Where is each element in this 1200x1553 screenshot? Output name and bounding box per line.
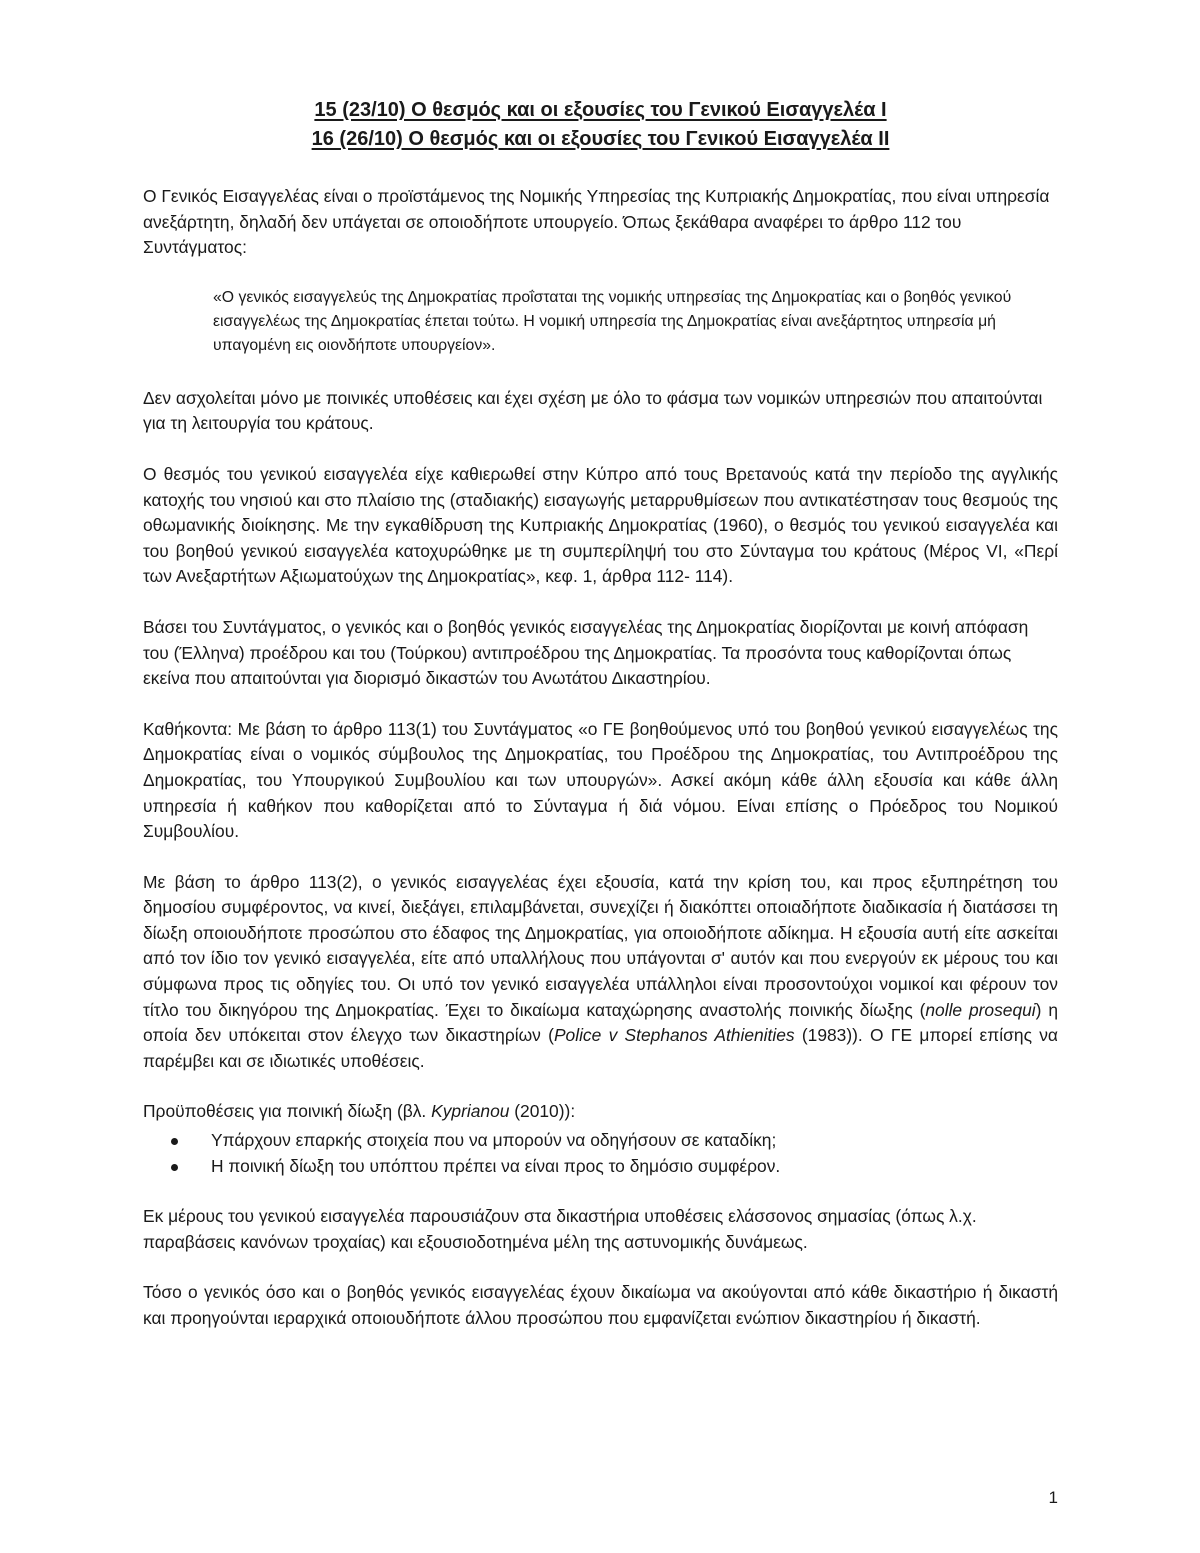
audience-paragraph: Τόσο ο γενικός όσο και ο βοηθός γενικός εισαγγελέας έχουν δικαίωμα να ακούγονται από κάθε δικαστήριο ή δικαστή και προηγούνται ιεραρχικά οποιουδήποτε άλλου προσώπου που εμφανίζεται ενώπιον δικαστηρίου ή δικαστή. bbox=[143, 1282, 1058, 1328]
history-paragraph: Ο θεσμός του γενικού εισαγγελέα είχε καθιερωθεί στην Κύπρο από τους Βρετανούς κατά την περίοδο της αγγλικής κατοχής του νησιού και στο πλαίσιο της (σταδιακής) εισαγωγής μεταρρυθμίσεων που αντικατέστησαν τους θεσμούς της οθωμανικής διοίκησης. Με την εγκαθίδρυση της Κυπριακής Δημοκρατίας (1960), ο θεσμός του γενικού εισαγγελέα και του βοηθού γενικού εισαγγελέα κατοχυρώθηκε με τη συμπερίληψή του στο Σύνταγμα του κράτους (Μέρος VI, «Περί των Ανεξαρτήτων Αξιωματούχων της Δημοκρατίας», κεφ. 1, άρθρα 112- 114). bbox=[143, 463, 1058, 587]
lecture-title-15: 15 (23/10) Ο θεσμός και οι εξουσίες του Γενικού Εισαγγελέα Ι bbox=[314, 99, 887, 121]
powers-paragraph bbox=[143, 870, 1058, 1075]
nolle-prosequi-term: nolle prosequi bbox=[925, 999, 1036, 1020]
list-item bbox=[143, 1154, 1058, 1180]
list-item bbox=[143, 1128, 1058, 1154]
intro-paragraph: Ο Γενικός Εισαγγελέας είναι ο προϊστάμενος της Νομικής Υπηρεσίας της Κυπριακής Δημοκρατίας, που είναι υπηρεσία ανεξάρτητη, δηλαδή δεν υπάγεται σε οποιοδήποτε υπουργείο. Όπως ξεκάθαρα αναφέρει το άρθρο 112 του Συντάγματος: bbox=[143, 186, 1050, 258]
bullet-icon bbox=[171, 1138, 178, 1145]
prerequisites-list bbox=[143, 1128, 1058, 1179]
powers-text-3: (1983)). Ο ΓΕ μπορεί επίσης να παρέμβει και σε ιδιωτικές υποθέσεις. bbox=[143, 1025, 1058, 1071]
bullet-icon bbox=[171, 1164, 178, 1171]
minor-cases-paragraph: Εκ μέρους του γενικού εισαγγελέα παρουσιάζουν στα δικαστήρια υποθέσεις ελάσσονος σημασίας (όπως λ.χ. παραβάσεις κανόνων τροχαίας) και εξουσιοδοτημένα μέλη της αστυνομικής δυνάμεως. bbox=[143, 1206, 977, 1252]
constitution-quote: «Ο γενικός εισαγγελεύς της Δημοκρατίας προΐσταται της νομικής υπηρεσίας της Δημοκρατίας και ο βοηθός γενικού εισαγγελέως της Δημοκρατίας έπεται τούτω. Η νομική υπηρεσία της Δημοκρατίας είναι ανεξάρτητος υπηρεσία μή υπαγομένη εις οιονδήποτε υπουργείον». bbox=[213, 288, 1012, 354]
case-citation: Police v Stephanos Athienities bbox=[553, 1025, 795, 1046]
powers-text-2: ) η οποία δεν υπόκειται στον έλεγχο των δικαστηρίων ( bbox=[143, 999, 1058, 1046]
prerequisites-lead bbox=[143, 1099, 1058, 1125]
prereq-text: Προϋποθέσεις για ποινική δίωξη (βλ. bbox=[143, 1101, 432, 1122]
duties-paragraph: Καθήκοντα: Με βάση το άρθρο 113(1) του Συντάγματος «ο ΓΕ βοηθούμενος υπό του βοηθού γενικού εισαγγελέως της Δημοκρατίας είναι ο νομικός σύμβουλος της Δημοκρατίας, του Προέδρου της Δημοκρατίας, του Αντιπροέδρου της Δημοκρατίας, του Υπουργικού Συμβουλίου και των υπουργών». Ασκεί ακόμη κάθε άλλη εξουσία και κάθε άλλη υπηρεσία ή καθήκον που καθορίζεται από το Σύνταγμα ή διά νόμου. Είναι επίσης ο Πρόεδρος του Νομικού Συμβουλίου. bbox=[143, 718, 1058, 842]
scope-paragraph: Δεν ασχολείται μόνο με ποινικές υποθέσεις και έχει σχέση με όλο το φάσμα των νομικών υπηρεσιών που απαιτούνται για τη λειτουργία του κράτους. bbox=[143, 387, 1043, 434]
kyprianou-citation: Kyprianou bbox=[431, 1101, 510, 1122]
powers-text-1: Με βάση το άρθρο 113(2), ο γενικός εισαγγελέας έχει εξουσία, κατά την κρίση του, και προς εξυπηρέτηση του δημοσίου συμφέροντος, να κινεί, διεξάγει, επιλαμβάνεται, συνεχίζει ή διακόπτει οποιαδήποτε διαδικασία ή διατάσσει τη δίωξη οποιουδήποτε προσώπου στο έδαφος της Δημοκρατίας, για οποιοδήποτε αδίκημα. Η εξουσία αυτή είτε ασκείται από τον ίδιο τον γενικό εισαγγελέα, είτε από υπαλλήλους που υπάγονται σ' αυτόν και που ενεργούν εκ μέρους του και σύμφωνα προς τις οδηγίες του. Οι υπό τον γενικό εισαγγελέα υπάλληλοι είναι προσοντούχοι νομικοί και φέρουν τον τίτλο του δικηγόρου της Δημοκρατίας. Έχει το δικαίωμα καταχώρησης αναστολής ποινικής δίωξης ( bbox=[143, 871, 1058, 1020]
appointment-paragraph: Βάσει του Συντάγματος, ο γενικός και ο βοηθός γενικός εισαγγελέας της Δημοκρατίας διορίζονται με κοινή απόφαση του (Έλληνα) προέδρου και του (Τούρκου) αντιπροέδρου της Δημοκρατίας. Τα προσόντα τους καθορίζονται όπως εκείνα που απαιτούνται για διορισμό δικαστών του Ανωτάτου Δικαστηρίου. bbox=[143, 616, 1029, 689]
page-number: 1 bbox=[1048, 1488, 1058, 1507]
title-block bbox=[143, 96, 1058, 154]
list-item-text: Υπάρχουν επαρκής στοιχεία που να μπορούν να οδηγήσουν σε καταδίκη; bbox=[211, 1130, 777, 1151]
document-body bbox=[143, 96, 1058, 1357]
prereq-tail: (2010)): bbox=[509, 1101, 576, 1122]
lecture-title-16: 16 (26/10) Ο θεσμός και οι εξουσίες του Γενικού Εισαγγελέα ΙΙ bbox=[311, 128, 890, 150]
list-item-text: Η ποινική δίωξη του υπόπτου πρέπει να είναι προς το δημόσιο συμφέρον. bbox=[211, 1155, 781, 1176]
